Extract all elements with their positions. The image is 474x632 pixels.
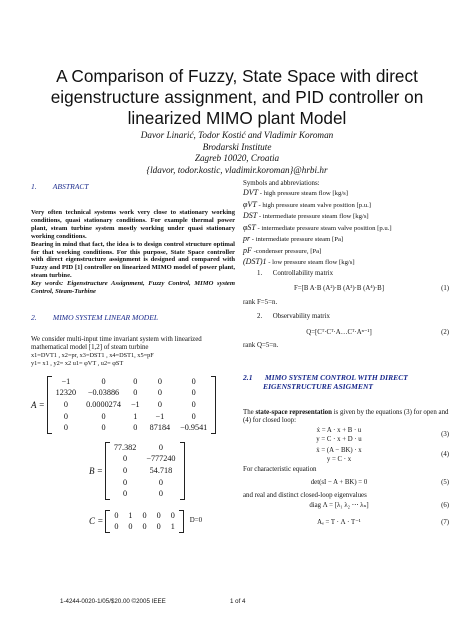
item-label: Observability matrix <box>272 313 330 321</box>
matrix-cell: −0.03886 <box>87 388 120 398</box>
paper-title <box>24 66 450 129</box>
abstract-paragraph: Very often technical systems work very close to stationary working conditions, quasi stationary conditions. For example thermal power plant, steam turbine system mostly working under quasi stationary working conditions. <box>31 209 235 240</box>
symbol: φST <box>243 222 256 232</box>
matrix-cell: 0 <box>170 510 175 520</box>
keywords-label: Key words: <box>31 280 64 288</box>
equation-number: (6) <box>441 502 449 510</box>
footer-page-number: 1 of 4 <box>230 598 246 605</box>
symbol-item <box>243 211 449 223</box>
rank-q: rank Q=5=n. <box>243 342 279 350</box>
equation-text: y = C · x <box>326 455 352 463</box>
equation-number: (5) <box>441 479 449 487</box>
matrix-cell: 0 <box>191 400 196 410</box>
matrix-c-table <box>109 510 179 533</box>
matrix-cell: 1 <box>128 510 133 520</box>
emails: {ldavor, todor.kostic, vladimir.koroman}@hrbi.hr <box>146 164 328 175</box>
matrix-d: D=0 <box>189 516 203 524</box>
equation-number: (1) <box>441 284 449 292</box>
symbol-description: - intermediate pressure steam valve position [p.u.] <box>257 224 392 232</box>
matrix-cell: 0 <box>63 400 68 410</box>
title-line: linearized MIMO plant Model <box>127 108 347 128</box>
equation-text: Q=[Cᵀ·Cᵀ·A…Cᵀ·Aⁿ⁻¹] <box>306 329 372 337</box>
matrix-cell: 54.718 <box>149 466 173 476</box>
symbol-item <box>243 246 449 258</box>
keywords <box>31 280 235 296</box>
matrix-cell: 0 <box>142 522 147 532</box>
equation-1 <box>243 284 449 293</box>
author-block <box>40 130 434 176</box>
right-bracket <box>212 376 216 434</box>
equation-number: (7) <box>441 519 449 527</box>
matrix-cell: 0 <box>158 442 163 452</box>
equation-6 <box>243 501 449 510</box>
section2-heading <box>31 313 235 322</box>
equation-text-block <box>243 426 435 444</box>
matrix-cell: 0 <box>101 376 106 386</box>
heading-text: MIMO SYSTEM LINEAR MODEL <box>52 312 159 322</box>
characteristic-label: For characteristic equation <box>243 465 317 473</box>
symbol-item <box>243 257 449 269</box>
matrix-c <box>89 510 235 533</box>
symbol-item <box>243 234 449 246</box>
matrix-label: B = <box>89 465 103 476</box>
matrix-row <box>109 476 181 488</box>
equation-number: (2) <box>441 329 449 337</box>
item-number: 1. <box>257 269 263 277</box>
matrix-cell: 0 <box>114 510 119 520</box>
eigenvalue-label: and real and distinct closed-loop eigenvalues <box>243 492 367 500</box>
keywords-text: Eigenstructure Assignment, Fuzzy Control, MIMO system Control, Steam-Turbine <box>31 280 235 296</box>
item-label: Controllability matrix <box>272 269 334 277</box>
matrix-a <box>31 376 235 434</box>
matrix-cell: 0 <box>191 388 196 398</box>
equation-5 <box>243 478 449 487</box>
symbol-description: - high pressure steam flow [kg/s] <box>259 190 349 198</box>
item-number: 2. <box>257 313 263 321</box>
matrix-cell: 0 <box>63 423 68 433</box>
matrix-row <box>109 521 179 533</box>
equation-text: y = C · x + D · u <box>316 435 362 443</box>
matrix-row <box>109 510 179 522</box>
state-variables: x1=DVT1 , x2=pr, x3=DST1 , x4=DST1, x5=pF <box>31 352 154 360</box>
matrix-a-table <box>51 376 213 434</box>
matrix-cell: 0 <box>133 388 138 398</box>
symbol-description: - high pressure steam valve position [p.u.] <box>258 201 371 209</box>
equation-number: (4) <box>441 451 449 459</box>
equation-text: ẋ = A · x + B · u <box>316 426 362 434</box>
matrix-cell: 0 <box>133 423 138 433</box>
symbol-item <box>243 223 449 235</box>
symbol-item <box>243 188 449 200</box>
matrix-cell: 0 <box>133 376 138 386</box>
heading-text: MIMO SYSTEM CONTROL WITH DIRECT <box>264 372 408 382</box>
affiliation: Brodarski Institute <box>202 141 272 152</box>
equation-text-block <box>243 446 435 464</box>
matrix-cell: 0 <box>191 411 196 421</box>
symbol-item <box>243 200 449 212</box>
symbol-description: -condenser pressure, [Pa] <box>253 247 322 255</box>
matrix-cell: 87184 <box>149 423 171 433</box>
heading-number: 2.1 <box>243 372 253 382</box>
controllability-label <box>243 270 449 278</box>
matrix-cell: 0 <box>158 489 163 499</box>
matrix-cell: 0 <box>101 423 106 433</box>
symbols-list <box>243 188 449 269</box>
equation-7 <box>243 518 449 527</box>
equation-3 <box>243 426 449 444</box>
symbol: DST <box>243 211 258 221</box>
symbol: pr <box>243 234 251 244</box>
matrix-cell: 1 <box>133 411 138 421</box>
matrix-row <box>109 442 181 454</box>
right-bracket <box>181 442 185 500</box>
symbol-description: - intermediate pressure steam [Pa] <box>251 236 344 244</box>
matrix-cell: 0 <box>123 454 128 464</box>
right-column <box>243 182 449 527</box>
matrix-cell: 0 <box>158 477 163 487</box>
symbol-description: - low pressure steam flow [kg/s] <box>268 259 355 267</box>
matrix-row <box>51 410 213 422</box>
abstract-heading <box>31 182 235 191</box>
intro-pre: The <box>243 408 256 416</box>
matrix-row <box>51 422 213 434</box>
matrix-cell: 0 <box>128 522 133 532</box>
symbols-heading: Symbols and abbreviations: <box>243 180 320 187</box>
left-bracket <box>47 376 51 434</box>
matrix-cell: 0 <box>123 466 128 476</box>
abstract-paragraph: Bearing in mind that fact, the idea is to design control structure optimal for that working conditions. For this purpose, State Space controller with direct eigenstructure assignment is designed and compared with Fuzzy and PID [1] controller on linearized MIMO model of power plant, steam turbine. <box>31 240 235 280</box>
matrix-cell: 0 <box>191 376 196 386</box>
matrix-row <box>109 453 181 465</box>
matrix-row <box>109 488 181 500</box>
matrix-cell: −1 <box>155 411 165 421</box>
equation-2 <box>243 328 449 337</box>
matrix-cell: 77.382 <box>113 442 137 452</box>
symbol: (DST)1 <box>243 257 267 267</box>
matrix-cell: −1 <box>130 400 140 410</box>
title-line: A Comparison of Fuzzy, State Space with direct <box>56 66 418 86</box>
left-column <box>31 182 235 533</box>
state-space-intro <box>243 409 449 425</box>
matrix-cell: 0 <box>123 477 128 487</box>
matrix-cell: 0 <box>123 489 128 499</box>
right-bracket <box>180 510 184 533</box>
observability-label <box>243 313 449 321</box>
matrix-cell: 0 <box>114 522 119 532</box>
abstract-body <box>31 209 235 296</box>
intro-bold: state-space representation <box>255 408 332 416</box>
output-variables: y1= x1 , y2= x2 u1= φVT , u2= φST <box>31 359 124 367</box>
matrix-b-table <box>109 442 181 500</box>
equation-text: det(sI − A + BK) = 0 <box>310 479 368 487</box>
matrix-row <box>51 387 213 399</box>
section21-heading <box>243 373 449 391</box>
footer-isbn: 1-4244-0020-1/05/$20.00 ©2005 IEEE <box>60 598 166 605</box>
heading-text-line2: EIGENSTRUCTURE ASIGMENT <box>263 381 374 391</box>
equation-text: diag Λ = [λ₁ λ₂ ⋯ λₙ] <box>309 502 369 510</box>
matrix-cell: −1 <box>61 376 71 386</box>
equation-4 <box>243 446 449 464</box>
left-bracket <box>105 510 109 533</box>
heading-text: ABSTRACT <box>52 182 89 191</box>
equation-number: (3) <box>441 431 449 439</box>
matrix-label: A = <box>31 399 45 410</box>
city: Zagreb 10020, Croatia <box>194 153 280 163</box>
matrix-row <box>51 376 213 388</box>
matrix-cell: −777240 <box>146 454 176 464</box>
matrix-row <box>51 399 213 411</box>
matrix-cell: 0 <box>156 522 161 532</box>
left-bracket <box>105 442 109 500</box>
matrix-cell: 0 <box>157 400 162 410</box>
intro-post: is given by the equations (3) for open and (4) for closed loop: <box>243 408 449 424</box>
model-intro: We consider multi-input time invariant system with linearized mathematical model [1,2] of steam turbine <box>31 335 202 352</box>
matrix-cell: 0 <box>157 388 162 398</box>
symbol-description: - intermediate pressure steam flow [kg/s] <box>258 213 369 221</box>
symbol: DVT <box>243 188 259 198</box>
authors: Davor Linarić, Todor Kostić and Vladimir Koroman <box>140 130 334 140</box>
symbol: pF <box>243 245 252 255</box>
matrix-cell: 0.0000274 <box>86 400 121 410</box>
heading-number: 2. <box>31 312 37 322</box>
matrix-cell: 0 <box>156 510 161 520</box>
equation-text: Aₑ = T · Λ · T⁻¹ <box>317 519 361 527</box>
equation-text: ẋ = (A − BK) · x <box>316 446 362 454</box>
matrix-row <box>109 465 181 477</box>
matrix-b <box>89 442 235 500</box>
title-line: eigenstructure assignment, and PID controller on <box>50 87 424 107</box>
matrix-cell: 12320 <box>55 388 77 398</box>
equation-text: F=[B A·B (A²)·B (A³)·B (A⁴)·B] <box>294 284 384 292</box>
matrix-cell: 0 <box>157 376 162 386</box>
symbol: φVT <box>243 199 257 209</box>
matrix-cell: 0 <box>142 510 147 520</box>
rank-f: rank F=5=n. <box>243 298 278 306</box>
heading-number: 1. <box>31 182 37 191</box>
matrix-cell: −0.9541 <box>180 423 208 433</box>
matrix-label: C = <box>89 516 104 527</box>
matrix-cell: 1 <box>170 522 175 532</box>
matrix-cell: 0 <box>101 411 106 421</box>
matrix-cell: 0 <box>63 411 68 421</box>
